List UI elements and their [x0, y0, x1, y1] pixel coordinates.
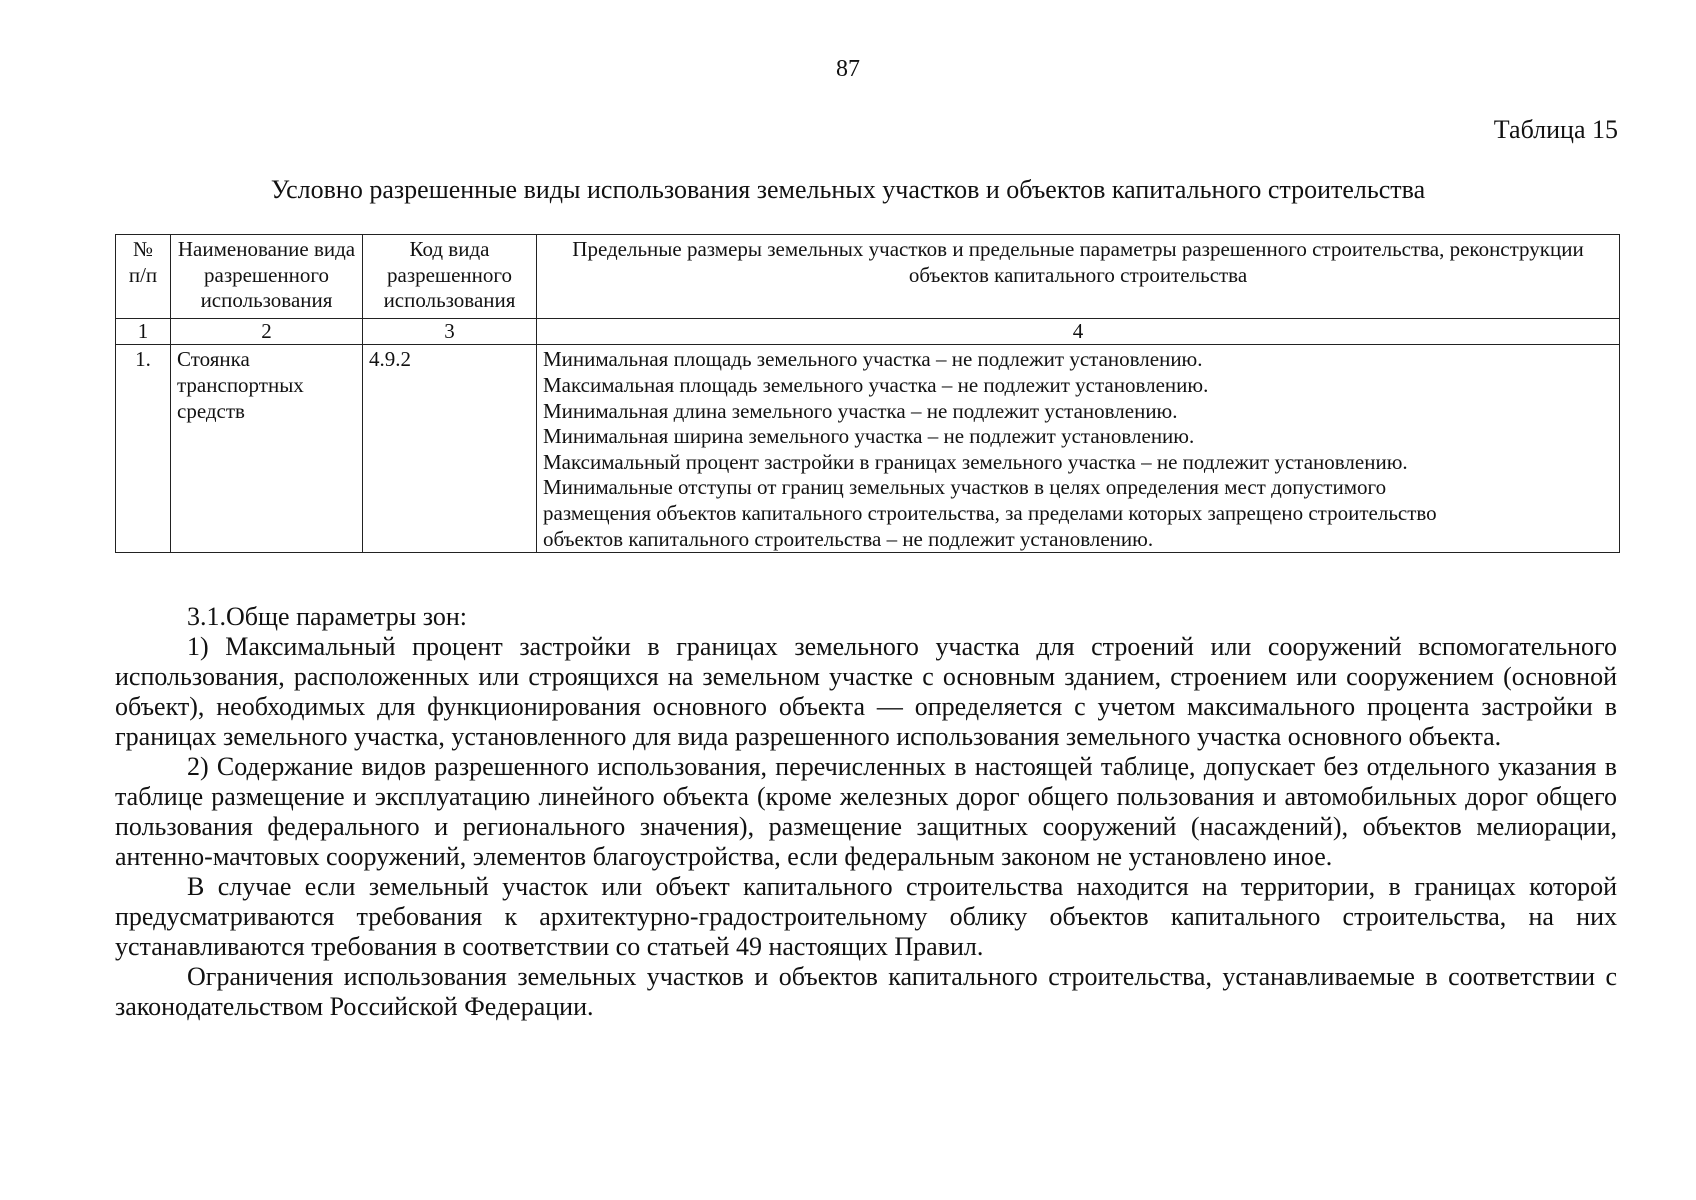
column-number-cell: 1 — [116, 318, 171, 345]
column-number-cell: 3 — [363, 318, 537, 345]
use-code-cell: 4.9.2 — [363, 345, 537, 553]
header-cell-parameters: Предельные размеры земельных участков и предельные параметры разрешенного строительства, реконструкции объектов капитального строительства — [537, 235, 1620, 319]
section-heading: 3.1.Обще параметры зон: — [187, 602, 467, 631]
body-paragraph: Ограничения использования земельных участков и объектов капитального строительства, устанавливаемые в соответствии с законодательством Российской Федерации. — [115, 962, 1617, 1021]
permitted-use-table — [115, 234, 1620, 553]
parameter-line: Минимальная длина земельного участка – не подлежит установлению. — [543, 398, 1178, 423]
row-number-cell: 1. — [116, 345, 171, 553]
use-name-cell: Стоянка транспортных средств — [171, 345, 363, 553]
parameter-line: Минимальные отступы от границ земельных участков в целях определения мест допустимого — [543, 475, 1387, 500]
parameters-cell — [537, 345, 1620, 553]
header-cell-use-name: Наименование вида разрешенного использования — [171, 235, 363, 319]
column-number-cell: 2 — [171, 318, 363, 345]
table-label: Таблица 15 — [1493, 115, 1618, 144]
body-paragraph: 1) Максимальный процент застройки в границах земельного участка для строений или сооружений вспомогательного использования, расположенных или строящихся на земельном участке с основным зданием, строением или сооружением (основной объект), необходимых для функционирования основного объекта — определяется с учетом максимального процента застройки в границах земельного участка, установленного для вида разрешенного использования земельного участка основного объекта. — [115, 632, 1617, 751]
parameter-line: Максимальная площадь земельного участка – не подлежит установлению. — [543, 373, 1209, 398]
parameter-line: Минимальная площадь земельного участка – не подлежит установлению. — [543, 347, 1203, 372]
parameter-line: размещения объектов капитального строительства, за пределами которых запрещено строительство — [543, 501, 1437, 526]
zone-parameters-text — [115, 602, 1617, 1022]
column-number-cell: 4 — [537, 318, 1620, 345]
table-row — [116, 345, 1620, 553]
table-title: Условно разрешенные виды использования земельных участков и объектов капитального строительства — [270, 175, 1426, 204]
parameter-line: объектов капитального строительства – не подлежит установлению. — [543, 526, 1154, 551]
page-number: 87 — [836, 56, 860, 82]
body-paragraph: В случае если земельный участок или объект капитального строительства находится на территории, в границах которой предусматриваются требования к архитектурно-градостроительному облику объектов капитального строительства, на них устанавливаются требования в соответствии со статьей 49 настоящих Правил. — [115, 872, 1617, 961]
header-cell-use-code: Код вида разрешенного использования — [363, 235, 537, 319]
parameter-line: Минимальная ширина земельного участка – не подлежит установлению. — [543, 424, 1195, 449]
parameter-line: Максимальный процент застройки в границах земельного участка – не подлежит установлению. — [543, 449, 1408, 474]
table-header-row — [116, 235, 1620, 319]
body-paragraph: 2) Содержание видов разрешенного использования, перечисленных в настоящей таблице, допускает без отдельного указания в таблице размещение и эксплуатацию линейного объекта (кроме железных дорог общего пользования и автомобильных дорог общего пользования федерального и регионального значения), размещение защитных сооружений (насаждений), объектов мелиорации, антенно-мачтовых сооружений, элементов благоустройства, если федеральным законом не установлено иное. — [115, 752, 1617, 871]
column-number-row — [116, 318, 1620, 345]
header-cell-number: № п/п — [116, 235, 171, 319]
